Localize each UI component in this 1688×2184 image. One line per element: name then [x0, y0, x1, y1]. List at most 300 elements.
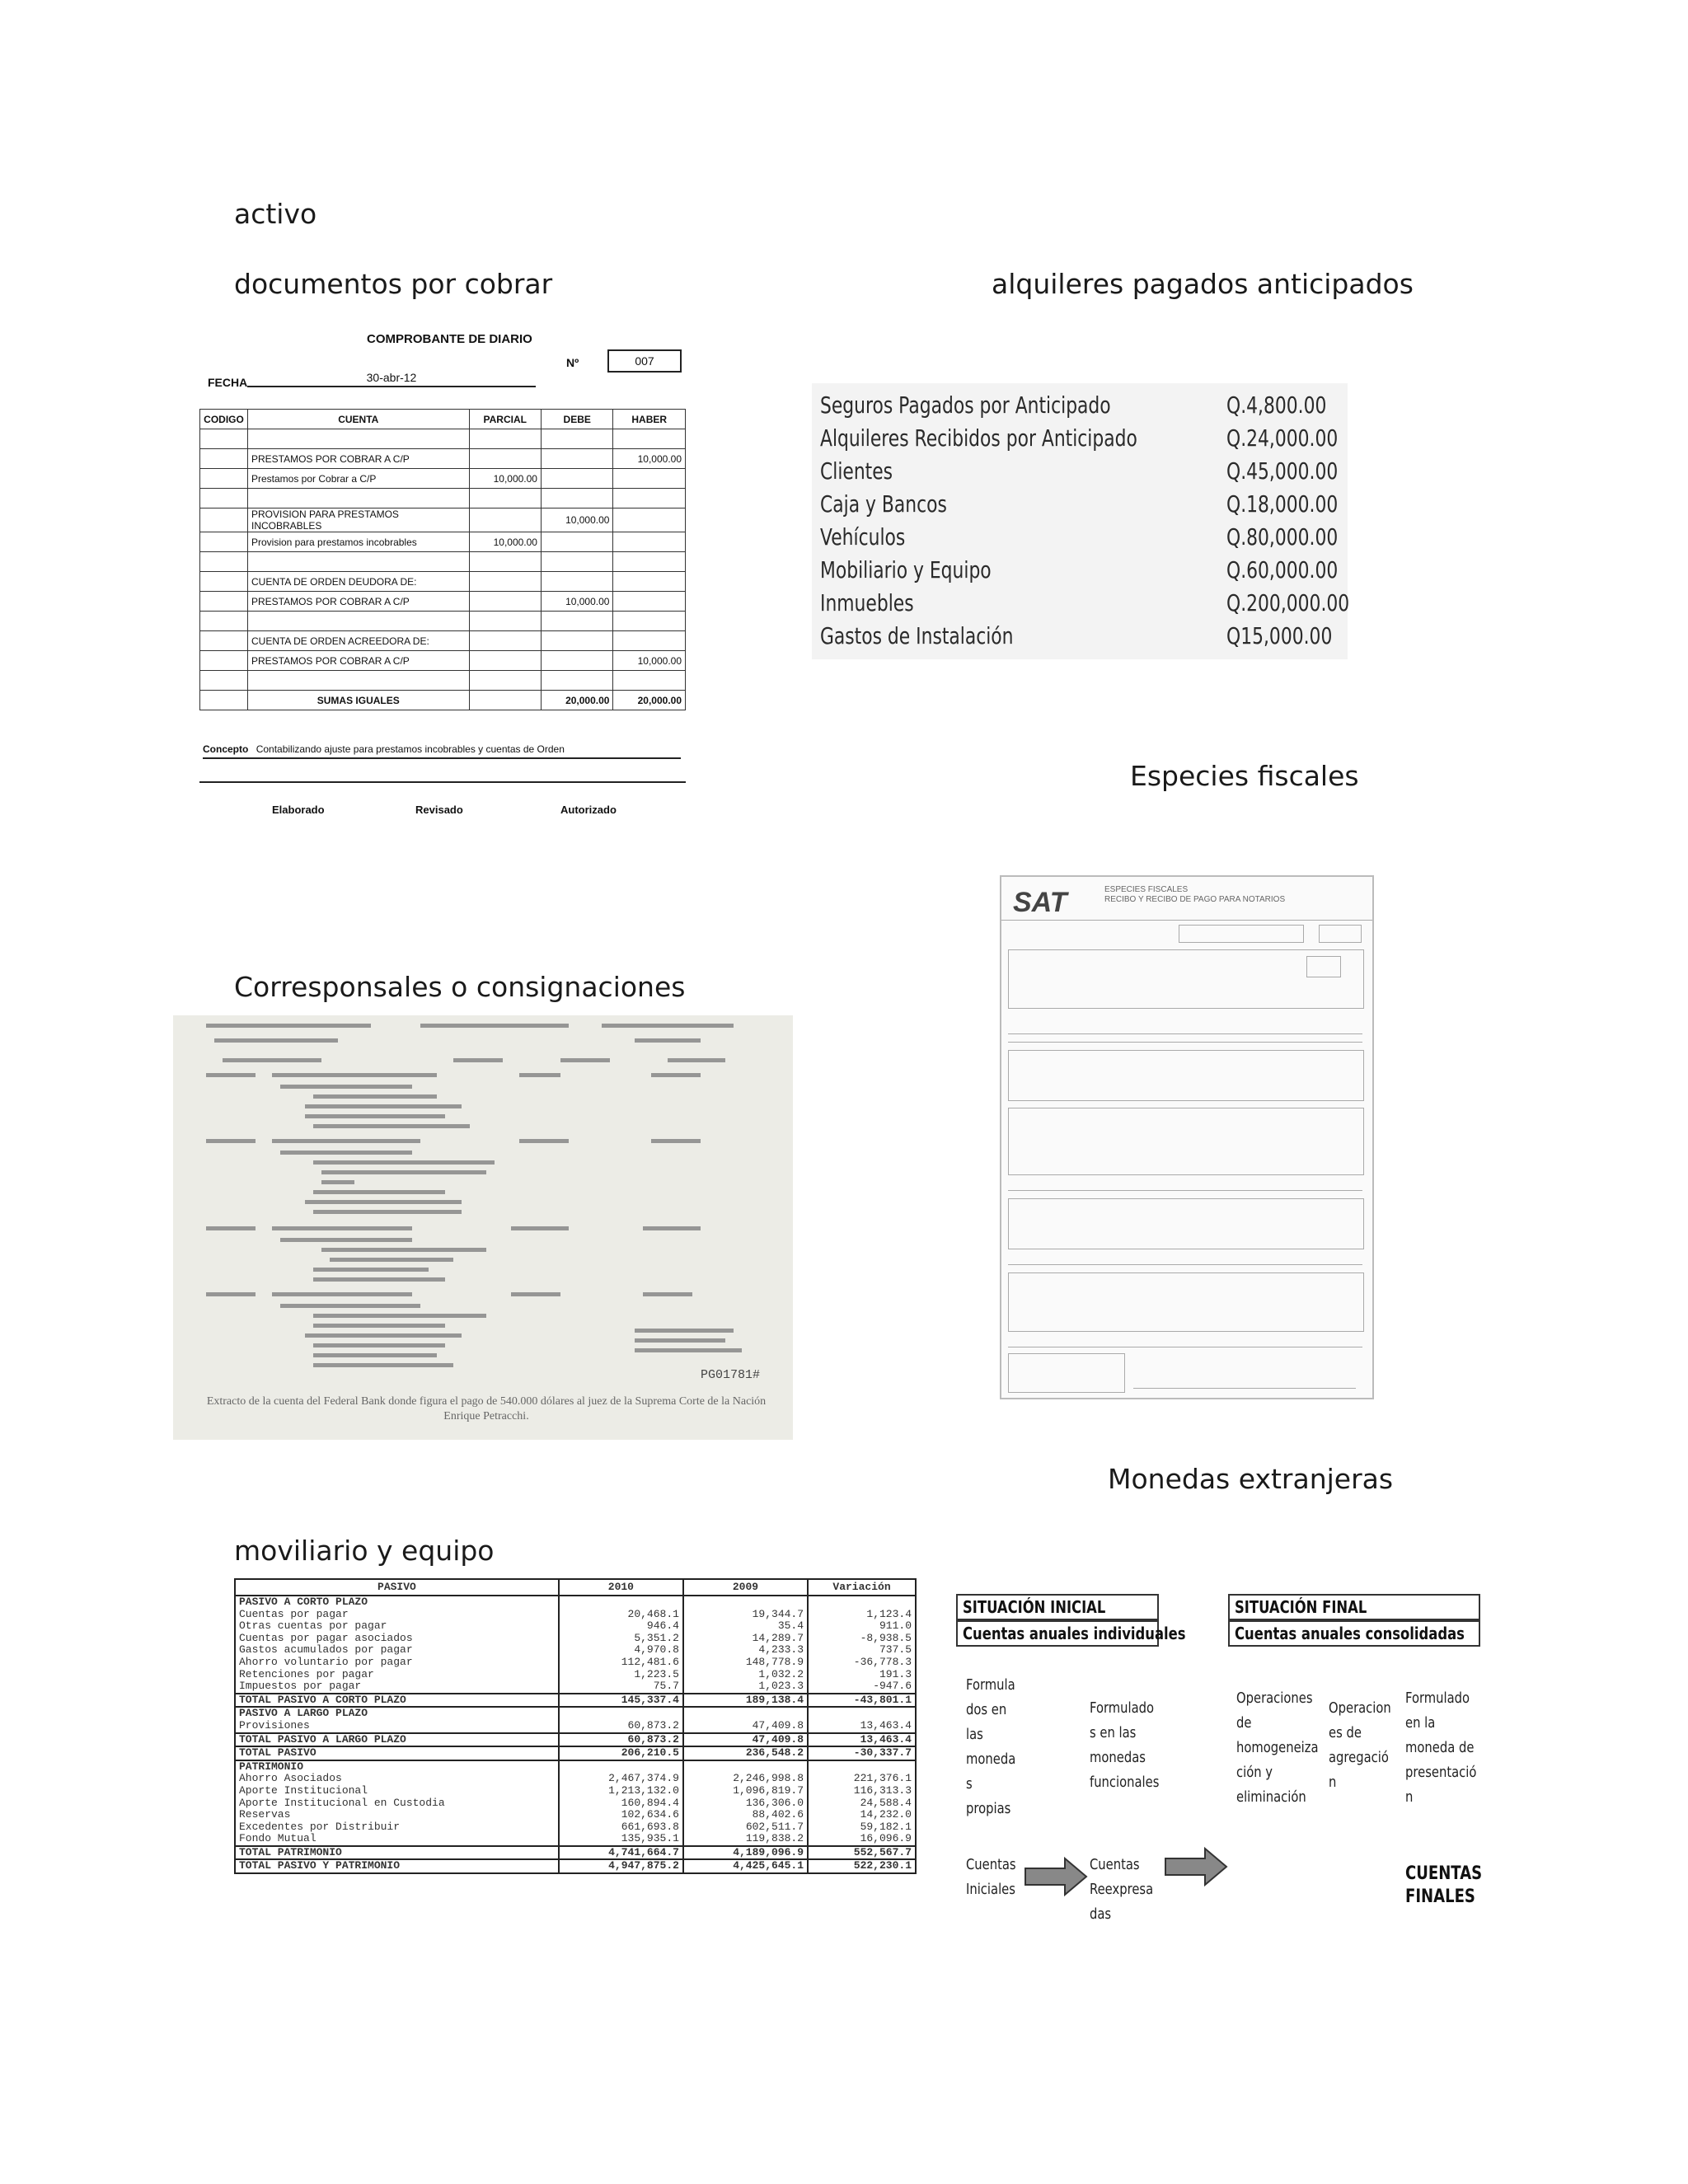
comprobante-cell — [469, 592, 541, 612]
pasivo-row — [235, 1785, 916, 1797]
pasivo-cell: 135,935.1 — [559, 1833, 683, 1846]
pasivo-row — [235, 1859, 916, 1873]
statement-text-line — [206, 1292, 256, 1296]
statement-text-line — [511, 1292, 560, 1296]
comprobante-cell — [469, 631, 541, 651]
comprobante-cell — [200, 429, 248, 449]
col-codigo: CODIGO — [200, 410, 248, 429]
pasivo-cell: 20,468.1 — [559, 1609, 683, 1621]
text-cuentas-finales: CUENTAS FINALES — [1405, 1863, 1483, 1907]
pasivo-cell: -30,337.7 — [808, 1746, 916, 1760]
text-operaciones-homogeneizacion: Operaciones de homogeneiza ción y eliminación — [1236, 1690, 1319, 1806]
comprobante-cell: 10,000.00 — [469, 532, 541, 552]
pasivo-cell: 59,182.1 — [808, 1821, 916, 1834]
pasivo-cell: Reservas — [235, 1809, 559, 1821]
statement-text-line — [313, 1277, 445, 1282]
statement-text-line — [668, 1058, 725, 1062]
pasivo-cell — [683, 1760, 808, 1774]
comprobante-cell — [541, 552, 612, 572]
statement-text-line — [313, 1314, 486, 1318]
pasivo-cell: Impuestos por pagar — [235, 1680, 559, 1694]
comprobante-row — [200, 631, 686, 651]
pasivo-cell: 24,588.4 — [808, 1797, 916, 1810]
col-haber: HABER — [613, 410, 686, 429]
sum-haber: 20,000.00 — [613, 691, 686, 710]
pasivo-cell — [808, 1707, 916, 1720]
arrow-right-icon — [1024, 1856, 1090, 1897]
comprobante-cell — [247, 612, 469, 631]
comprobante-cell — [541, 612, 612, 631]
account-name: Gastos de Instalación — [820, 622, 1014, 649]
pasivo-cell: 2,246,998.8 — [683, 1773, 808, 1785]
comprobante-cell: 10,000.00 — [541, 509, 612, 532]
comprobante-cell: 10,000.00 — [469, 469, 541, 489]
comprobante-cell — [613, 612, 686, 631]
comprobante-cell: PROVISION PARA PRESTAMOS INCOBRABLES — [247, 509, 469, 532]
pasivo-cell: Retenciones por pagar — [235, 1669, 559, 1681]
pasivo-row — [235, 1720, 916, 1733]
pasivo-row — [235, 1633, 916, 1645]
pasivo-cell: 1,023.3 — [683, 1680, 808, 1694]
comprobante-cell — [469, 449, 541, 469]
comprobante-cell — [247, 489, 469, 509]
col-pasivo: PASIVO — [235, 1579, 559, 1596]
comprobante-cell — [469, 509, 541, 532]
form-line — [1008, 1042, 1362, 1043]
comprobante-no-label: Nº — [566, 356, 579, 369]
comprobante-row — [200, 552, 686, 572]
pasivo-cell: 236,548.2 — [683, 1746, 808, 1760]
statement-text-line — [214, 1038, 338, 1043]
form-line — [1133, 1388, 1356, 1389]
pasivo-cell — [683, 1596, 808, 1609]
pasivo-cell — [683, 1707, 808, 1720]
statement-text-line — [305, 1104, 462, 1108]
pasivo-cell: 14,232.0 — [808, 1809, 916, 1821]
statement-text-line — [223, 1058, 321, 1062]
heading-monedas-extranjeras: Monedas extranjeras — [1108, 1463, 1394, 1495]
pasivo-cell: Aporte Institucional en Custodia — [235, 1797, 559, 1810]
comprobante-cell — [541, 631, 612, 651]
statement-text-line — [560, 1058, 610, 1062]
comprobante-cell — [200, 612, 248, 631]
pasivo-cell: Otras cuentas por pagar — [235, 1620, 559, 1633]
col-2009: 2009 — [683, 1579, 808, 1596]
pasivo-cell: 14,289.7 — [683, 1633, 808, 1645]
comprobante-table — [199, 409, 686, 710]
comprobante-cell — [469, 552, 541, 572]
comprobante-cell — [613, 469, 686, 489]
cuentas-individuales-label: Cuentas anuales individuales — [963, 1624, 1186, 1643]
pasivo-cell: 16,096.9 — [808, 1833, 916, 1846]
statement-text-line — [280, 1304, 420, 1308]
statement-text-line — [602, 1024, 734, 1028]
pasivo-cell: -947.6 — [808, 1680, 916, 1694]
pasivo-cell: 602,511.7 — [683, 1821, 808, 1834]
statement-text-line — [519, 1073, 560, 1077]
account-name: Clientes — [820, 457, 893, 485]
statement-text-line — [280, 1238, 412, 1242]
sat-form-header: ESPECIES FISCALES RECIBO Y RECIBO DE PAGO PARA NOTARIOS — [1104, 885, 1286, 904]
pasivo-cell: -36,778.3 — [808, 1657, 916, 1669]
pasivo-row — [235, 1680, 916, 1694]
pasivo-cell — [808, 1760, 916, 1774]
comprobante-row — [200, 592, 686, 612]
pasivo-cell: 5,351.2 — [559, 1633, 683, 1645]
comprobante-cell — [613, 552, 686, 572]
statement-text-line — [313, 1268, 429, 1272]
pasivo-cell: 47,409.8 — [683, 1720, 808, 1733]
statement-text-line — [321, 1248, 486, 1252]
comprobante-cell: 10,000.00 — [541, 592, 612, 612]
comprobante-row — [200, 489, 686, 509]
statement-text-line — [635, 1338, 725, 1343]
account-amount: Q.18,000.00 — [1226, 490, 1339, 518]
pasivo-cell: 2,467,374.9 — [559, 1773, 683, 1785]
pasivo-cell: -43,801.1 — [808, 1694, 916, 1708]
pasivo-cell: 1,032.2 — [683, 1669, 808, 1681]
statement-text-line — [313, 1210, 462, 1214]
comprobante-cell — [613, 429, 686, 449]
account-amount: Q.24,000.00 — [1226, 424, 1339, 452]
pasivo-cell: 1,213,132.0 — [559, 1785, 683, 1797]
comprobante-cell: PRESTAMOS POR COBRAR A C/P — [247, 592, 469, 612]
statement-text-line — [651, 1073, 701, 1077]
comprobante-cell — [541, 469, 612, 489]
statement-text-line — [321, 1170, 486, 1174]
form-line — [1008, 1190, 1362, 1191]
pasivo-cell: 136,306.0 — [683, 1797, 808, 1810]
comprobante-cell — [200, 509, 248, 532]
pasivo-row — [235, 1694, 916, 1708]
comprobante-cell — [469, 671, 541, 691]
sum-parcial — [469, 691, 541, 710]
comprobante-cell — [200, 651, 248, 671]
statement-text-line — [453, 1058, 503, 1062]
comprobante-cell — [200, 631, 248, 651]
comprobante-row — [200, 612, 686, 631]
account-amount: Q.80,000.00 — [1226, 523, 1339, 551]
pasivo-cell: 47,409.8 — [683, 1733, 808, 1747]
pasivo-cell — [559, 1596, 683, 1609]
statement-text-line — [206, 1024, 371, 1028]
statement-text-line — [305, 1200, 462, 1204]
account-amount: Q.60,000.00 — [1226, 556, 1339, 583]
comprobante-cell — [613, 631, 686, 651]
pasivo-cell: 116,313.3 — [808, 1785, 916, 1797]
account-amount: Q15,000.00 — [1226, 622, 1333, 649]
comprobante-cell — [200, 572, 248, 592]
account-name: Mobiliario y Equipo — [820, 556, 992, 583]
comprobante-cell — [200, 469, 248, 489]
comprobante-cell — [613, 592, 686, 612]
text-cuentas-reexpresadas: Cuentas Reexpresa das — [1090, 1856, 1154, 1923]
signature-elaborado: Elaborado — [272, 804, 325, 816]
sat-especies-fiscales-form — [1000, 875, 1374, 1399]
signature-autorizado: Autorizado — [560, 804, 617, 816]
pasivo-cell — [559, 1707, 683, 1720]
pasivo-row — [235, 1733, 916, 1747]
statement-text-line — [420, 1024, 569, 1028]
arrow-right-icon — [1164, 1846, 1230, 1887]
accounts-list — [812, 383, 1348, 659]
pasivo-row — [235, 1746, 916, 1760]
pasivo-row — [235, 1809, 916, 1821]
comprobante-cell — [613, 509, 686, 532]
comprobante-cell — [200, 532, 248, 552]
pasivo-cell: Aporte Institucional — [235, 1785, 559, 1797]
cuentas-consolidadas-label: Cuentas anuales consolidadas — [1235, 1624, 1465, 1643]
pasivo-cell: 661,693.8 — [559, 1821, 683, 1834]
comprobante-cell — [541, 429, 612, 449]
statement-text-line — [305, 1333, 462, 1338]
comprobante-cell — [469, 612, 541, 631]
statement-text-line — [313, 1353, 437, 1357]
statement-text-line — [635, 1329, 734, 1333]
form-field — [1306, 956, 1341, 977]
situacion-final-title: SITUACIÓN FINAL — [1235, 1597, 1367, 1617]
pasivo-cell: Provisiones — [235, 1720, 559, 1733]
form-field — [1319, 925, 1362, 943]
form-line — [1001, 920, 1372, 921]
statement-text-line — [206, 1226, 256, 1230]
col-variacion: Variación — [808, 1579, 916, 1596]
account-amount: Q.45,000.00 — [1226, 457, 1339, 485]
col-2010: 2010 — [559, 1579, 683, 1596]
form-box — [1008, 1108, 1364, 1175]
heading-activo: activo — [234, 198, 317, 230]
pasivo-cell: TOTAL PASIVO Y PATRIMONIO — [235, 1859, 559, 1873]
pasivo-table — [234, 1578, 917, 1874]
pasivo-cell: 145,337.4 — [559, 1694, 683, 1708]
comprobante-cell — [613, 489, 686, 509]
pasivo-cell: 1,123.4 — [808, 1609, 916, 1621]
heading-especies-fiscales: Especies fiscales — [1130, 760, 1359, 792]
pasivo-cell: 160,894.4 — [559, 1797, 683, 1810]
pasivo-cell: 60,873.2 — [559, 1720, 683, 1733]
pasivo-cell: 4,947,875.2 — [559, 1859, 683, 1873]
account-name: Caja y Bancos — [820, 490, 947, 518]
pasivo-cell: 4,233.3 — [683, 1644, 808, 1657]
comprobante-cell — [541, 572, 612, 592]
statement-text-line — [280, 1085, 412, 1089]
comprobante-cell — [200, 592, 248, 612]
statement-caption: Extracto de la cuenta del Federal Bank donde figura el pago de 540.000 dólares al juez de la Suprema Corte de la Nación Enrique Petracchi. — [206, 1395, 767, 1422]
pasivo-cell: PATRIMONIO — [235, 1760, 559, 1774]
statement-text-line — [313, 1094, 437, 1099]
comprobante-cell: Provision para prestamos incobrables — [247, 532, 469, 552]
form-box — [1008, 1198, 1364, 1249]
pasivo-cell: TOTAL PASIVO — [235, 1746, 559, 1760]
text-operaciones-agregacion: Operacion es de agregació n — [1329, 1699, 1391, 1791]
situacion-inicial-box — [956, 1594, 1159, 1620]
pasivo-cell: 946.4 — [559, 1620, 683, 1633]
comprobante-fecha-label: FECHA — [208, 376, 248, 389]
statement-text-line — [651, 1139, 701, 1143]
pasivo-cell: 4,425,645.1 — [683, 1859, 808, 1873]
comprobante-cell — [247, 552, 469, 572]
pasivo-row — [235, 1657, 916, 1669]
comprobante-cell: Prestamos por Cobrar a C/P — [247, 469, 469, 489]
pasivo-row — [235, 1620, 916, 1633]
comprobante-cell — [469, 651, 541, 671]
comprobante-cell — [200, 671, 248, 691]
pasivo-cell: Cuentas por pagar asociados — [235, 1633, 559, 1645]
pasivo-row — [235, 1609, 916, 1621]
comprobante-cell — [541, 449, 612, 469]
heading-corresponsales: Corresponsales o consignaciones — [234, 971, 686, 1003]
heading-alquileres: alquileres pagados anticipados — [992, 268, 1414, 300]
pasivo-cell: 552,567.7 — [808, 1846, 916, 1860]
statement-text-line — [313, 1324, 445, 1328]
statement-text-line — [313, 1160, 495, 1165]
comprobante-row — [200, 572, 686, 592]
text-formulados-funcionales: Formulado s en las monedas funcionales — [1090, 1699, 1160, 1791]
pasivo-cell: Ahorro voluntario por pagar — [235, 1657, 559, 1669]
statement-text-line — [313, 1363, 453, 1367]
pasivo-cell: Cuentas por pagar — [235, 1609, 559, 1621]
comprobante-cell: 10,000.00 — [613, 651, 686, 671]
pasivo-cell: PASIVO A CORTO PLAZO — [235, 1596, 559, 1609]
pasivo-cell: 119,838.2 — [683, 1833, 808, 1846]
statement-text-line — [643, 1292, 692, 1296]
pasivo-cell: Gastos acumulados por pagar — [235, 1644, 559, 1657]
pasivo-cell: 13,463.4 — [808, 1720, 916, 1733]
pasivo-cell: Fondo Mutual — [235, 1833, 559, 1846]
comprobante-row — [200, 509, 686, 532]
comprobante-cell — [200, 449, 248, 469]
pasivo-row — [235, 1596, 916, 1609]
comprobante-cell: 10,000.00 — [613, 449, 686, 469]
pasivo-cell: 13,463.4 — [808, 1733, 916, 1747]
form-field — [1179, 925, 1304, 943]
cuentas-consolidadas-box — [1228, 1620, 1480, 1647]
account-name: Inmuebles — [820, 589, 914, 616]
form-box — [1008, 1353, 1125, 1393]
heading-moviliario: moviliario y equipo — [234, 1535, 495, 1567]
pasivo-cell: 191.3 — [808, 1669, 916, 1681]
account-amount: Q.200,000.00 — [1226, 589, 1350, 616]
col-parcial: PARCIAL — [469, 410, 541, 429]
comprobante-cell — [247, 429, 469, 449]
statement-text-line — [272, 1292, 412, 1296]
comprobante-cell — [200, 489, 248, 509]
statement-text-line — [313, 1190, 445, 1194]
pasivo-cell: 19,344.7 — [683, 1609, 808, 1621]
cuentas-individuales-box — [956, 1620, 1186, 1647]
comprobante-row — [200, 671, 686, 691]
pasivo-cell: TOTAL PASIVO A LARGO PLAZO — [235, 1733, 559, 1747]
comprobante-row — [200, 429, 686, 449]
comprobante-cell — [469, 489, 541, 509]
pasivo-row — [235, 1846, 916, 1860]
col-debe: DEBE — [541, 410, 612, 429]
pasivo-cell: 4,970.8 — [559, 1644, 683, 1657]
comprobante-cell — [613, 572, 686, 592]
statement-text-line — [635, 1348, 742, 1352]
form-box — [1008, 1272, 1364, 1332]
signature-divider — [199, 781, 686, 783]
pasivo-cell — [559, 1760, 683, 1774]
pasivo-cell: 75.7 — [559, 1680, 683, 1694]
concepto-label: Concepto — [203, 743, 249, 755]
comprobante-no-value: 007 — [607, 349, 682, 373]
statement-text-line — [330, 1258, 453, 1262]
sat-logo: SAT — [1013, 887, 1067, 918]
sum-blank — [200, 691, 248, 710]
pasivo-cell: 60,873.2 — [559, 1733, 683, 1747]
statement-text-line — [313, 1343, 445, 1347]
comprobante-fecha-value: 30-abr-12 — [247, 371, 536, 387]
pasivo-cell: 4,741,664.7 — [559, 1846, 683, 1860]
text-formulados-propias: Formula dos en las moneda s propias — [966, 1676, 1016, 1817]
pasivo-cell: Ahorro Asociados — [235, 1773, 559, 1785]
comprobante-row — [200, 449, 686, 469]
sum-debe: 20,000.00 — [541, 691, 612, 710]
comprobante-cell: CUENTA DE ORDEN ACREEDORA DE: — [247, 631, 469, 651]
pasivo-cell — [808, 1596, 916, 1609]
statement-code: PG01781# — [700, 1368, 760, 1382]
situacion-inicial-title: SITUACIÓN INICIAL — [963, 1597, 1106, 1617]
comprobante-cell — [613, 532, 686, 552]
comprobante-row — [200, 651, 686, 671]
account-name: Vehículos — [820, 523, 906, 551]
pasivo-cell: 189,138.4 — [683, 1694, 808, 1708]
statement-text-line — [511, 1226, 569, 1230]
pasivo-cell: 35.4 — [683, 1620, 808, 1633]
account-amount: Q.4,800.00 — [1226, 391, 1327, 419]
comprobante-title: COMPROBANTE DE DIARIO — [367, 332, 532, 346]
pasivo-row — [235, 1797, 916, 1810]
pasivo-cell: 1,223.5 — [559, 1669, 683, 1681]
pasivo-row — [235, 1821, 916, 1834]
pasivo-row — [235, 1669, 916, 1681]
pasivo-cell: PASIVO A LARGO PLAZO — [235, 1707, 559, 1720]
bank-statement-image — [173, 1015, 793, 1440]
concepto-text: Contabilizando ajuste para prestamos incobrables y cuentas de Orden — [256, 743, 565, 755]
form-box — [1008, 1050, 1364, 1101]
pasivo-cell: 112,481.6 — [559, 1657, 683, 1669]
text-cuentas-iniciales: Cuentas Iniciales — [966, 1856, 1016, 1898]
concepto-line — [203, 743, 681, 759]
pasivo-cell: 148,778.9 — [683, 1657, 808, 1669]
pasivo-row — [235, 1644, 916, 1657]
pasivo-cell: 221,376.1 — [808, 1773, 916, 1785]
statement-text-line — [272, 1226, 412, 1230]
form-line — [1008, 1033, 1362, 1034]
pasivo-row — [235, 1707, 916, 1720]
pasivo-cell: 102,634.6 — [559, 1809, 683, 1821]
comprobante-cell: CUENTA DE ORDEN DEUDORA DE: — [247, 572, 469, 592]
statement-text-line — [206, 1073, 256, 1077]
comprobante-row — [200, 532, 686, 552]
pasivo-cell: TOTAL PASIVO A CORTO PLAZO — [235, 1694, 559, 1708]
comprobante-cell: PRESTAMOS POR COBRAR A C/P — [247, 651, 469, 671]
sum-label: SUMAS IGUALES — [247, 691, 469, 710]
comprobante-cell — [469, 429, 541, 449]
statement-text-line — [643, 1226, 701, 1230]
statement-text-line — [635, 1038, 701, 1043]
statement-text-line — [272, 1073, 437, 1077]
comprobante-cell — [541, 532, 612, 552]
pasivo-cell: 4,189,096.9 — [683, 1846, 808, 1860]
comprobante-row — [200, 469, 686, 489]
pasivo-cell: 911.0 — [808, 1620, 916, 1633]
pasivo-row — [235, 1773, 916, 1785]
pasivo-cell: 522,230.1 — [808, 1859, 916, 1873]
account-name: Seguros Pagados por Anticipado — [820, 391, 1111, 419]
account-name: Alquileres Recibidos por Anticipado — [820, 424, 1137, 452]
